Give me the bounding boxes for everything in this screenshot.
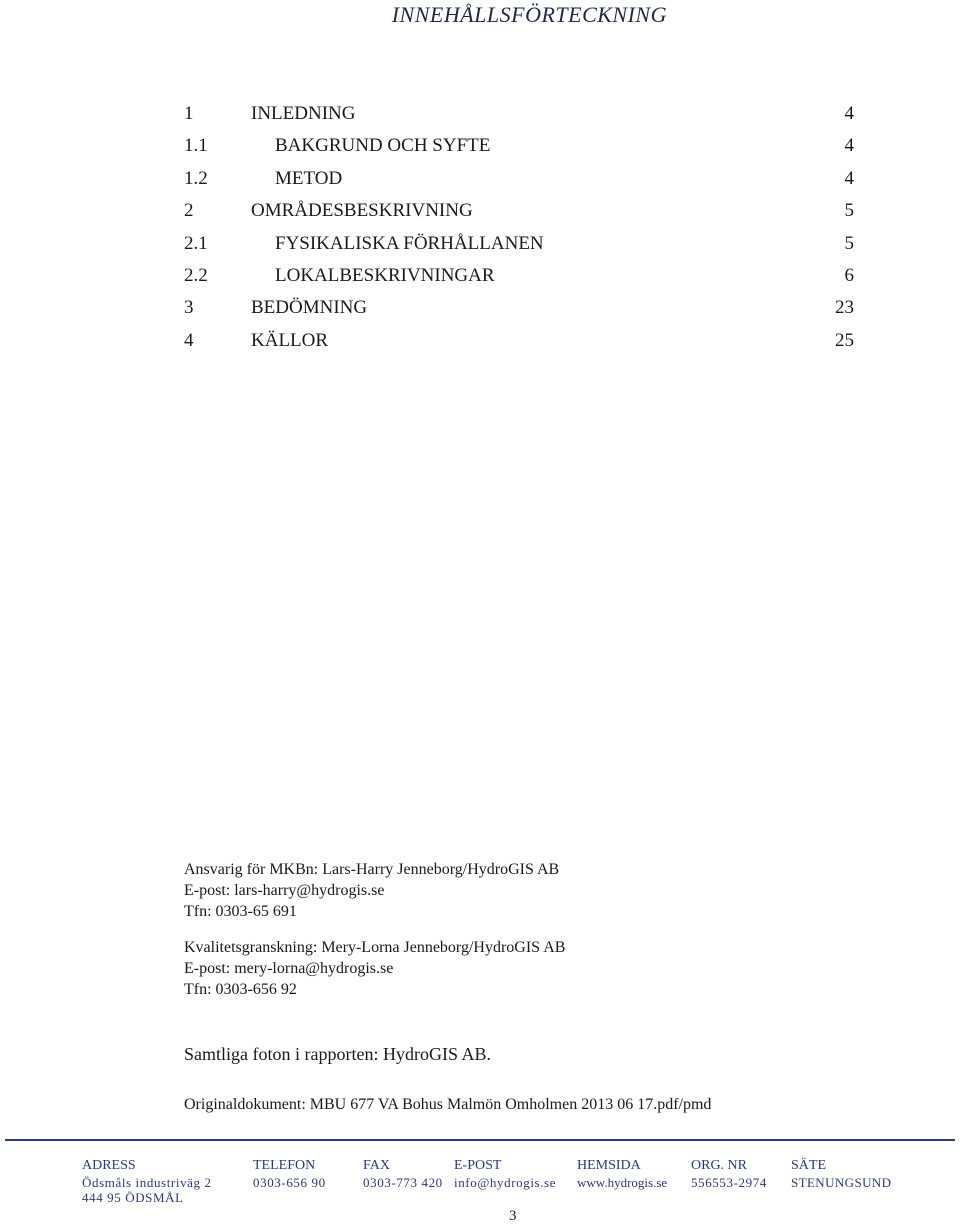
responsible-email: E-post: lars-harry@hydrogis.se [184,882,385,899]
footer-phone-label: TELEFON [253,1158,316,1173]
footer-orgnr: 556553-2974 [691,1175,767,1190]
quality-reviewer: Kvalitetsgranskning: Mery-Lorna Jenneborg/HydroGIS AB [184,939,566,956]
footer-address: Ödsmåls industriväg 2 [82,1175,212,1190]
footer-email-label: E-POST [454,1158,502,1173]
toc-title: LOKALBESKRIVNINGAR [275,265,495,286]
toc-page-number: 23 [835,297,854,318]
toc-entry[interactable] [0,103,960,135]
toc-number: 1.2 [184,168,208,189]
toc-page-number: 6 [844,265,854,286]
footer-seat-label: SÄTE [791,1158,826,1173]
toc-number: 1 [184,103,194,124]
toc-page-number: 4 [844,103,854,124]
footer-postal: 444 95 ÖDSMÅL [82,1190,184,1205]
footer-website[interactable]: www.hydrogis.se [577,1175,668,1190]
footer-address-label: ADRESS [82,1158,136,1173]
toc-title: FYSIKALISKA FÖRHÅLLANEN [275,233,544,254]
toc-title: INLEDNING [251,103,356,124]
footer-divider [5,1139,955,1141]
quality-email: E-post: mery-lorna@hydrogis.se [184,960,394,977]
toc-page-number: 4 [844,135,854,156]
toc-title: OMRÅDESBESKRIVNING [251,200,473,221]
toc-title: METOD [275,168,343,189]
toc-title: BEDÖMNING [251,297,368,318]
original-document: Originaldokument: MBU 677 VA Bohus Malmön Omholmen 2013 06 17.pdf/pmd [184,1096,712,1113]
toc-number: 2.2 [184,265,208,286]
quality-phone: Tfn: 0303-656 92 [184,981,297,998]
photos-note: Samtliga foton i rapporten: HydroGIS AB. [184,1044,491,1064]
toc-entry[interactable] [0,168,960,200]
footer-website-label: HEMSIDA [577,1158,641,1173]
toc-entry[interactable] [0,135,960,167]
toc-number: 3 [184,297,194,318]
footer-fax: 0303-773 420 [363,1175,443,1190]
footer-phone: 0303-656 90 [253,1175,326,1190]
page-title: INNEHÅLLSFÖRTECKNING [391,2,667,27]
responsible-phone: Tfn: 0303-65 691 [184,903,297,920]
toc-page-number: 25 [835,330,854,351]
toc-title: BAKGRUND OCH SYFTE [275,135,491,156]
footer-seat: STENUNGSUND [791,1175,892,1190]
toc-entry[interactable] [0,265,960,297]
toc-entry[interactable] [0,297,960,329]
toc-entry[interactable] [0,200,960,232]
toc-entry[interactable] [0,330,960,362]
toc-number: 2.1 [184,233,208,254]
toc-title: KÄLLOR [251,330,329,351]
footer-fax-label: FAX [363,1158,390,1173]
page-number: 3 [509,1208,517,1224]
responsible-person: Ansvarig för MKBn: Lars-Harry Jenneborg/HydroGIS AB [184,861,560,878]
footer-orgnr-label: ORG. NR [691,1158,748,1173]
toc-page-number: 4 [844,168,854,189]
footer-email[interactable]: info@hydrogis.se [454,1175,557,1190]
toc-number: 1.1 [184,135,208,156]
toc-number: 4 [184,330,194,351]
toc-entry[interactable] [0,233,960,265]
toc-page-number: 5 [844,233,854,254]
toc-number: 2 [184,200,194,221]
toc-page-number: 5 [844,200,854,221]
